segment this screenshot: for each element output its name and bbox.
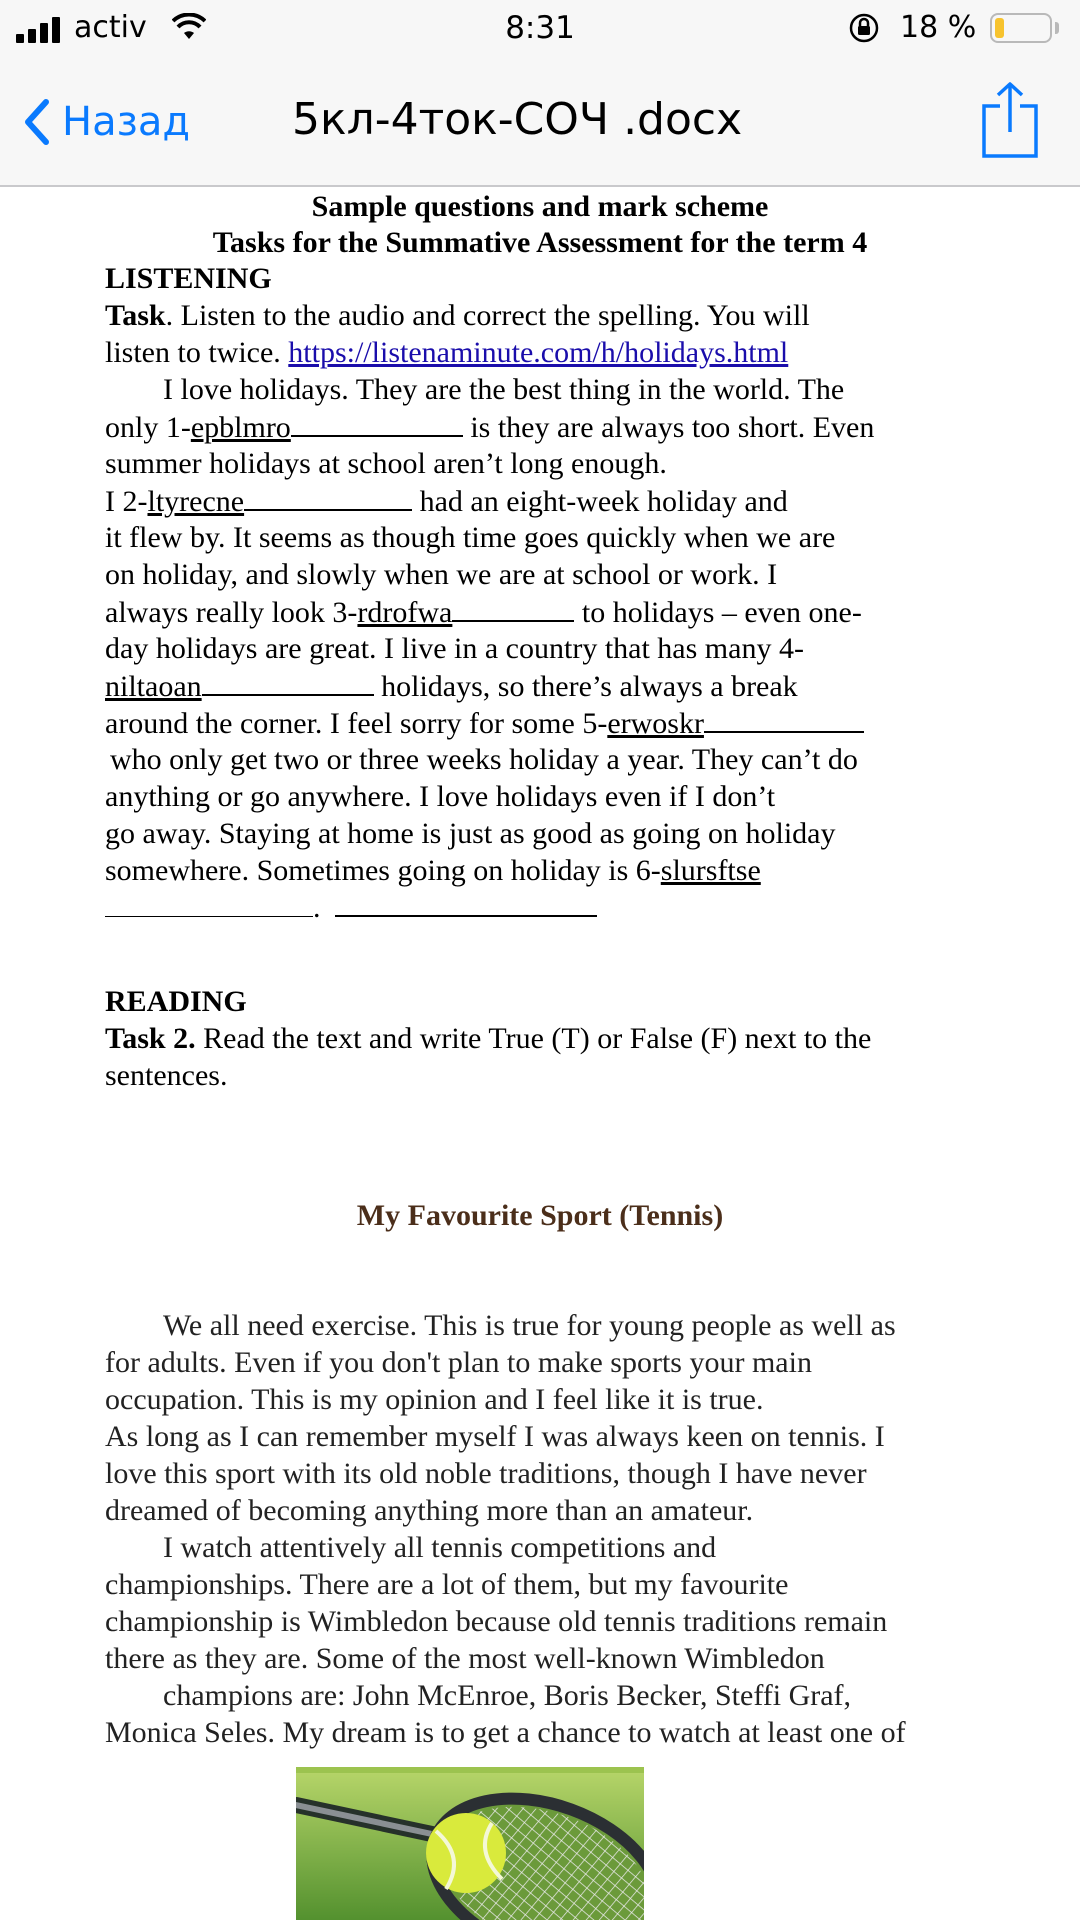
scrambled-word-4: niltaoan	[105, 670, 202, 703]
paragraph-line: I love holidays. They are the best thing in the world. The	[163, 373, 845, 406]
carrier-name: activ	[74, 10, 147, 45]
battery-icon	[990, 13, 1052, 43]
text-span: is they are always too short. Even	[462, 411, 875, 444]
paragraph-line: on holiday, and slowly when we are at school or work. I	[105, 558, 778, 591]
paragraph-line: I watch attentively all tennis competitions and	[163, 1531, 717, 1564]
reading-task-line	[105, 1021, 871, 1057]
scrambled-word-5: erwoskr	[607, 707, 704, 740]
paragraph-line: love this sport with its old noble traditions, though I have never	[105, 1457, 867, 1490]
reading-task-line-2: sentences.	[105, 1059, 228, 1092]
scrambled-word-1: epblmro	[190, 411, 291, 444]
orientation-lock-icon	[848, 12, 880, 44]
reading-task-text: Read the text and write True (T) or False (F) next to the	[195, 1022, 872, 1055]
listening-task-line-2	[105, 335, 788, 371]
answer-blank-6b	[335, 901, 597, 917]
text-span: I 2-	[105, 485, 148, 518]
text-span: had an eight-week holiday and	[412, 485, 788, 518]
listening-task-label: Task	[105, 299, 166, 332]
tennis-racket-ball-image	[296, 1767, 644, 1920]
paragraph-line: day holidays are great. I live in a country that has many 4-	[105, 632, 804, 665]
chevron-left-icon	[22, 98, 50, 146]
reading-section-title: READING	[105, 985, 247, 1018]
battery-level	[995, 18, 1004, 38]
status-bar	[0, 0, 1080, 60]
document-subheading: Tasks for the Summative Assessment for the term 4	[212, 226, 868, 259]
document-viewer[interactable]	[0, 187, 1080, 1920]
answer-blank-6a	[105, 902, 313, 917]
story-title: My Favourite Sport (Tennis)	[356, 1199, 724, 1232]
text-span: somewhere. Sometimes going on holiday is 6-	[105, 854, 661, 887]
battery-percent: 18 %	[900, 10, 977, 45]
paragraph-line: Monica Seles. My dream is to get a chance to watch at least one of	[105, 1716, 906, 1749]
battery-tip	[1055, 22, 1059, 34]
text-span: to holidays – even one-	[574, 596, 862, 629]
answer-blank-2	[244, 483, 412, 511]
audio-link[interactable]: https://listenaminute.com/h/holidays.html	[288, 336, 789, 369]
text-span: holidays, so there’s always a break	[373, 670, 798, 703]
paragraph-line	[105, 483, 788, 520]
clock: 8:31	[505, 10, 575, 46]
back-button[interactable]	[22, 92, 190, 152]
back-label: Назад	[62, 99, 191, 145]
paragraph-line	[105, 409, 874, 446]
paragraph-line	[105, 594, 862, 631]
text-span: always really look 3-	[105, 596, 358, 629]
listening-task-text-2: listen to twice.	[105, 336, 289, 369]
paragraph-line: We all need exercise. This is true for young people as well as	[163, 1309, 896, 1342]
scrambled-word-3: rdrofwa	[357, 596, 453, 629]
paragraph-line: championships. There are a lot of them, but my favourite	[105, 1568, 789, 1601]
paragraph-line: summer holidays at school aren’t long enough.	[105, 447, 667, 480]
answer-blank-5	[704, 705, 864, 733]
paragraph-line	[105, 705, 864, 742]
paragraph-line: dreamed of becoming anything more than an amateur.	[105, 1494, 754, 1527]
navigation-bar	[0, 60, 1080, 187]
paragraph-line: for adults. Even if you don't plan to make sports your main	[105, 1346, 812, 1379]
paragraph-line: go away. Staying at home is just as good as going on holiday	[105, 817, 836, 850]
document-heading: Sample questions and mark scheme	[311, 190, 769, 223]
paragraph-line: championship is Wimbledon because old tennis traditions remain	[105, 1605, 888, 1638]
share-icon[interactable]	[980, 80, 1040, 160]
answer-blank-4	[202, 668, 374, 696]
blank-separator: .	[313, 891, 321, 924]
paragraph-line: there as they are. Some of the most well-known Wimbledon	[105, 1642, 825, 1675]
text-span: around the corner. I feel sorry for some 5-	[105, 707, 608, 740]
paragraph-line: champions are: John McEnroe, Boris Becker, Steffi Graf,	[163, 1679, 852, 1712]
scrambled-word-6: slursftse	[660, 854, 761, 887]
paragraph-line: As long as I can remember myself I was always keen on tennis. I	[105, 1420, 885, 1453]
paragraph-line	[105, 668, 798, 705]
paragraph-line: it flew by. It seems as though time goes quickly when we are	[105, 521, 836, 554]
reading-task-label: Task 2.	[105, 1022, 196, 1055]
answer-blank-1	[291, 409, 463, 437]
paragraph-line: anything or go anywhere. I love holidays even if I don’t	[105, 780, 776, 813]
listening-task-line	[105, 298, 810, 334]
listening-section-title: LISTENING	[105, 262, 272, 295]
document-title: 5кл-4ток-СОЧ .docx	[292, 94, 743, 145]
scrambled-word-2: ltyrecne	[147, 485, 245, 518]
listening-task-text: . Listen to the audio and correct the spelling. You will	[165, 299, 810, 332]
paragraph-line: occupation. This is my opinion and I feel like it is true.	[105, 1383, 764, 1416]
answer-blank-3	[452, 594, 574, 622]
answer-blank-line-6	[105, 890, 597, 926]
text-span: only 1-	[105, 411, 191, 444]
paragraph-line	[105, 853, 761, 889]
paragraph-line: who only get two or three weeks holiday a year. They can’t do	[110, 743, 858, 776]
